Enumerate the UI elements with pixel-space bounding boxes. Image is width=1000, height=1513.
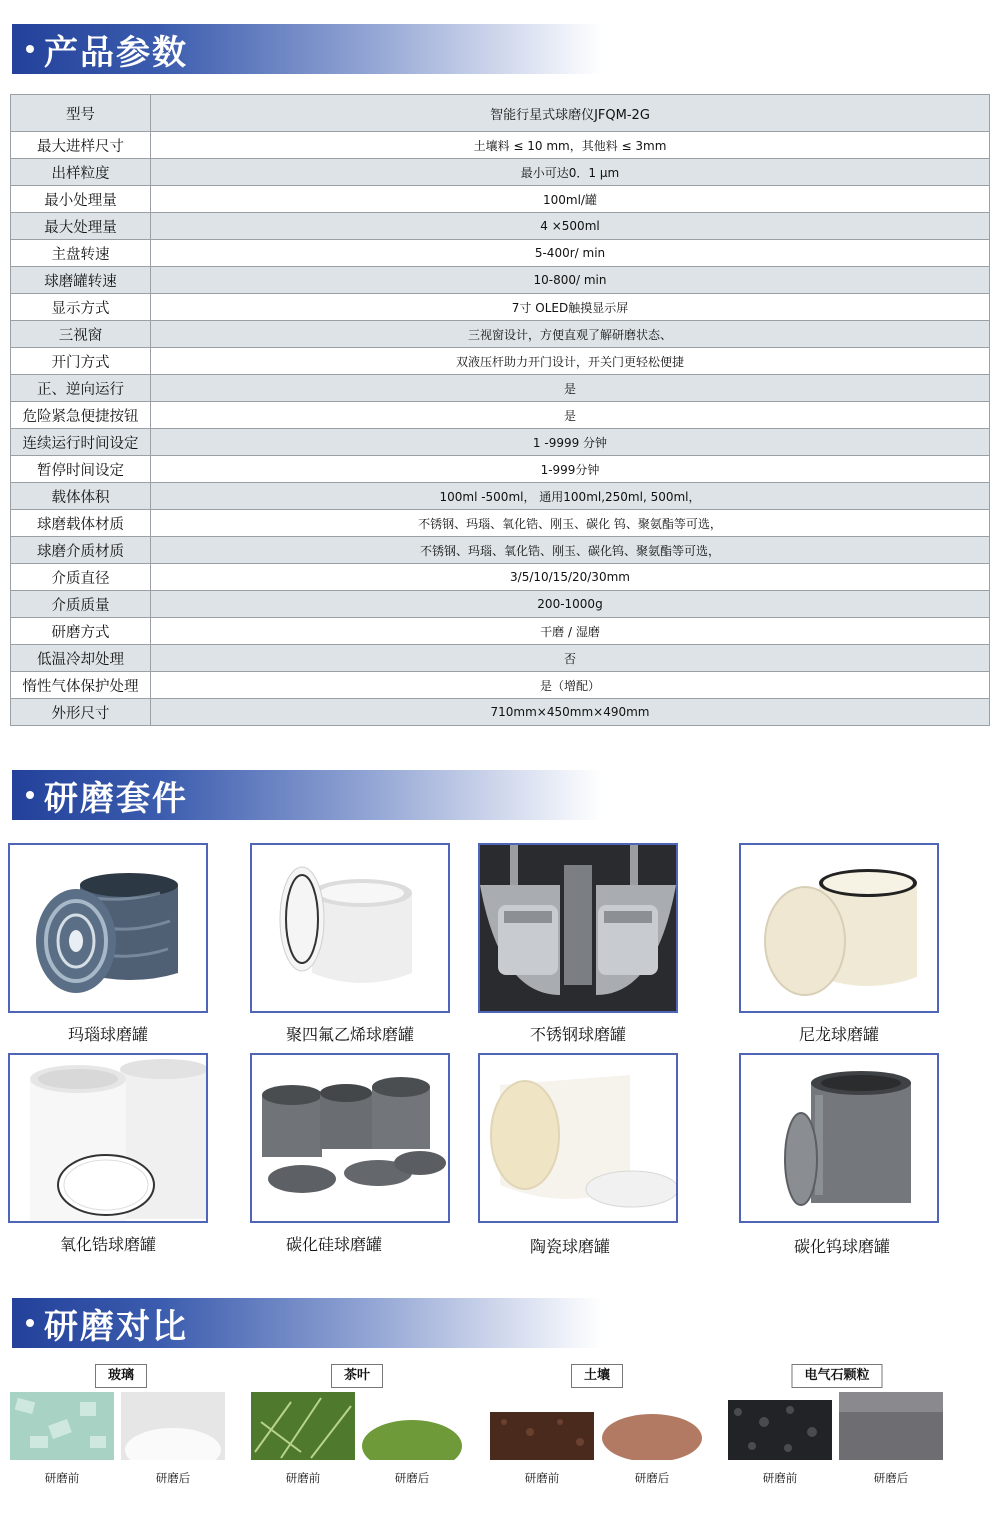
jar-caption: 氧化锆球磨罐 [59,1235,156,1254]
spec-label: 出样粒度 [11,159,151,186]
spec-label: 球磨介质材质 [11,537,151,564]
spec-row [11,240,990,267]
spec-row [11,159,990,186]
section-header-params [12,24,602,74]
spec-label: 连续运行时间设定 [11,429,151,456]
spec-value: 智能行星式球磨仪JFQM-2G [151,95,990,132]
spec-label: 球磨载体材质 [11,510,151,537]
spec-value: 4 ×500ml [151,213,990,240]
spec-value: 3/5/10/15/20/30mm [151,564,990,591]
tourmaline-before-image [728,1392,832,1460]
ceramic-jar-image [478,1053,678,1223]
silicon-carbide-jar-image [250,1053,450,1223]
spec-label: 开门方式 [11,348,151,375]
spec-value: 1 -9999 分钟 [151,429,990,456]
after-caption: 研磨后 [394,1471,430,1485]
jar-caption: 聚四氟乙烯球磨罐 [285,1025,414,1044]
spec-row [11,267,990,294]
tourmaline-after-image [839,1392,943,1460]
spec-label: 正、逆向运行 [11,375,151,402]
jar-caption: 陶瓷球磨罐 [529,1237,610,1256]
spec-row [11,294,990,321]
spec-value: 不锈钢、玛瑙、氧化锆、刚玉、碳化钨、聚氨酯等可选， [151,537,990,564]
after-caption: 研磨后 [873,1471,909,1485]
spec-value: 100ml -500ml， 通用100ml,250ml, 500ml， [151,483,990,510]
spec-row [11,402,990,429]
spec-label: 球磨罐转速 [11,267,151,294]
zirconia-jar-image [8,1053,208,1223]
spec-value: 5-400r/ min [151,240,990,267]
spec-row [11,213,990,240]
spec-label: 型号 [11,95,151,132]
spec-value: 双液压杆助力开门设计，开关门更轻松便捷 [151,348,990,375]
spec-value: 200-1000g [151,591,990,618]
spec-value: 100ml/罐 [151,186,990,213]
spec-value: 否 [151,645,990,672]
soil-after-image [600,1392,704,1460]
spec-label: 最大进样尺寸 [11,132,151,159]
jar-caption: 碳化钨球磨罐 [793,1237,890,1256]
before-caption: 研磨前 [762,1471,798,1485]
spec-row [11,510,990,537]
spec-value: 7寸 OLED触摸显示屏 [151,294,990,321]
spec-value: 不锈钢、玛瑙、氧化锆、刚玉、碳化 钨、聚氨酯等可选， [151,510,990,537]
spec-value: 是（增配） [151,672,990,699]
before-caption: 研磨前 [524,1471,560,1485]
spec-row [11,321,990,348]
spec-row [11,348,990,375]
section-header-kits [12,770,602,820]
spec-row [11,618,990,645]
spec-label: 危险紧急便捷按钮 [11,402,151,429]
jar-caption: 尼龙球磨罐 [798,1025,879,1044]
after-caption: 研磨后 [155,1471,191,1485]
spec-row [11,672,990,699]
spec-label: 介质质量 [11,591,151,618]
section-title: 研磨套件 [44,778,188,819]
nylon-jar-image [739,843,939,1013]
tea-before-image [251,1392,355,1460]
bullet-icon [26,791,34,799]
before-caption: 研磨前 [44,1471,80,1485]
spec-label: 外形尺寸 [11,699,151,726]
spec-row [11,429,990,456]
section-title: 研磨对比 [44,1306,188,1347]
spec-label: 载体体积 [11,483,151,510]
spec-value: 干磨 / 湿磨 [151,618,990,645]
spec-label: 三视窗 [11,321,151,348]
spec-value: 土壤料 ≤ 10 mm，其他料 ≤ 3mm [151,132,990,159]
tea-after-image [360,1392,464,1460]
spec-row [11,537,990,564]
spec-row [11,132,990,159]
spec-row [11,375,990,402]
spec-row [11,564,990,591]
spec-row [11,483,990,510]
after-caption: 研磨后 [634,1471,670,1485]
spec-row [11,186,990,213]
tungsten-carbide-jar-image [739,1053,939,1223]
spec-label: 惰性气体保护处理 [11,672,151,699]
spec-value: 最小可达0．1 µm [151,159,990,186]
spec-label: 介质直径 [11,564,151,591]
spec-label: 研磨方式 [11,618,151,645]
material-label: 玻璃 [95,1364,147,1388]
spec-row [11,699,990,726]
bullet-icon [26,1319,34,1327]
glass-before-image [10,1392,114,1460]
bullet-icon [26,45,34,53]
spec-value: 1-999分钟 [151,456,990,483]
spec-row [11,645,990,672]
spec-table [10,94,990,726]
agate-jar-image [8,843,208,1013]
section-header-compare [12,1298,602,1348]
jar-caption: 不锈钢球磨罐 [529,1025,626,1044]
jar-caption: 玛瑙球磨罐 [67,1025,148,1044]
jar-caption: 碳化硅球磨罐 [285,1235,382,1254]
spec-label: 显示方式 [11,294,151,321]
spec-value: 是 [151,375,990,402]
stainless-jar-image [478,843,678,1013]
soil-before-image [490,1392,594,1460]
glass-after-image [121,1392,225,1460]
spec-value: 是 [151,402,990,429]
material-label: 茶叶 [331,1364,383,1388]
spec-label: 最小处理量 [11,186,151,213]
spec-row [11,456,990,483]
spec-label: 暂停时间设定 [11,456,151,483]
spec-label: 低温冷却处理 [11,645,151,672]
spec-value: 710mm×450mm×490mm [151,699,990,726]
material-label: 电气石颗粒 [791,1364,882,1388]
section-title: 产品参数 [44,32,188,73]
spec-value: 三视窗设计，方便直观了解研磨状态、 [151,321,990,348]
spec-row [11,95,990,132]
spec-value: 10-800/ min [151,267,990,294]
spec-label: 主盘转速 [11,240,151,267]
ptfe-jar-image [250,843,450,1013]
spec-row [11,591,990,618]
spec-label: 最大处理量 [11,213,151,240]
before-caption: 研磨前 [285,1471,321,1485]
material-label: 土壤 [571,1364,623,1388]
